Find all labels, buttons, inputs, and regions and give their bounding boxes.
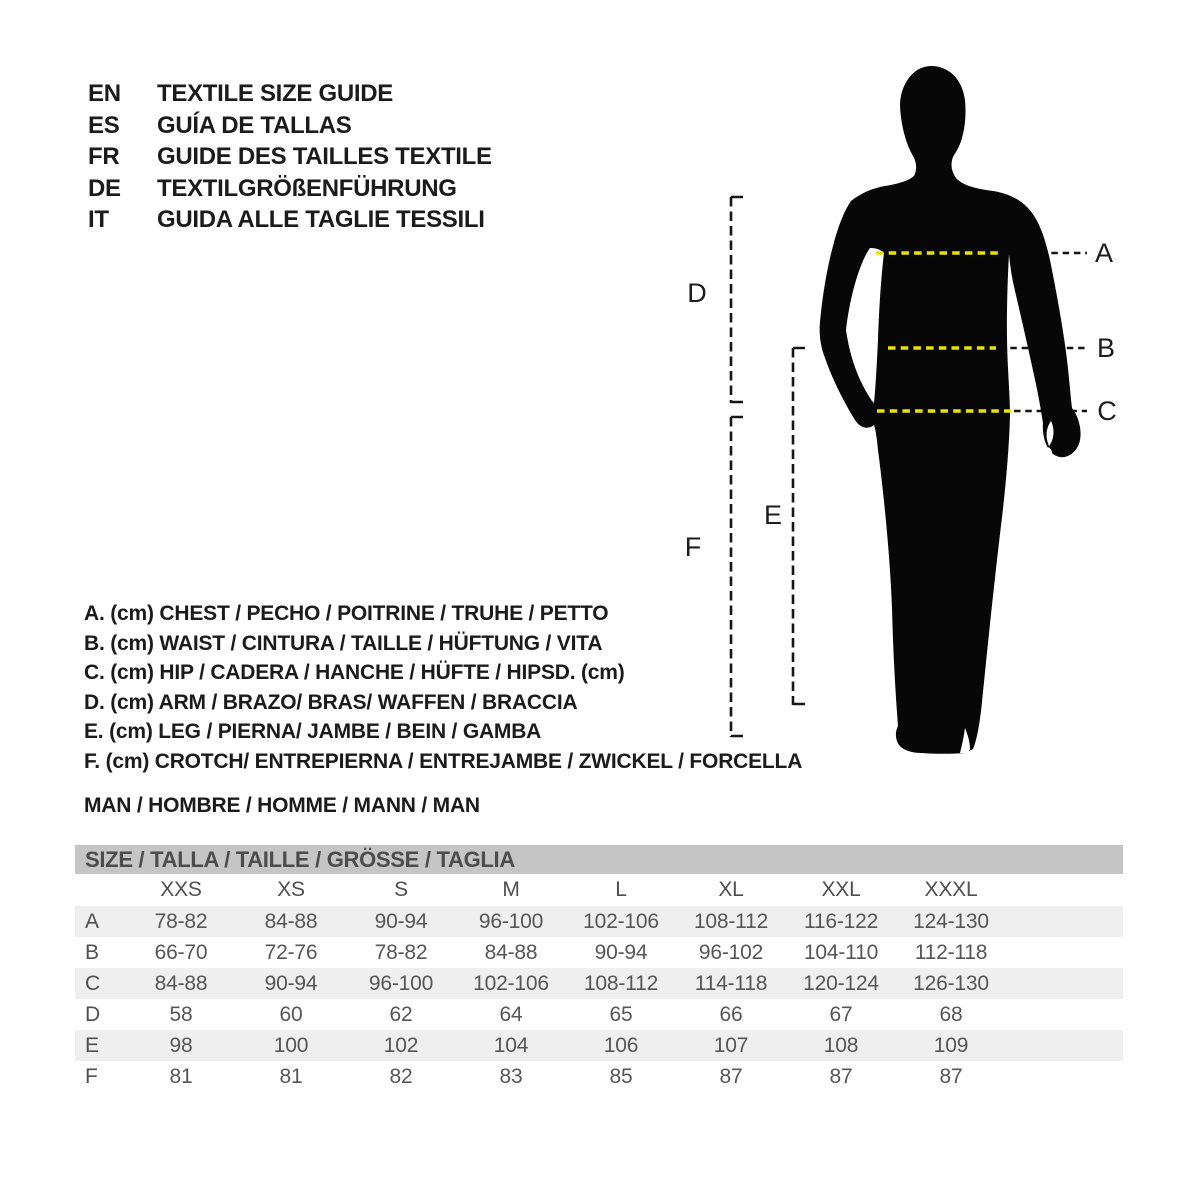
table-caption: SIZE / TALLA / TAILLE / GRÖSSE / TAGLIA [75, 845, 1123, 874]
legend-line-arm: D. (cm) ARM / BRAZO/ BRAS/ WAFFEN / BRACCIA [84, 691, 578, 714]
lang-code: FR [88, 143, 120, 170]
table-cell: 68 [939, 1002, 963, 1026]
table-row-c [75, 968, 1123, 999]
table-cell: 104-110 [803, 940, 879, 964]
title-text: TEXTILE SIZE GUIDE [157, 80, 393, 107]
filler-cell [1006, 1061, 1123, 1092]
lang-code: IT [88, 206, 109, 233]
col-header-m: M [502, 878, 520, 901]
table-cell: 90-94 [594, 940, 648, 964]
table-cell: 90-94 [264, 971, 318, 995]
table-cell: 102-106 [583, 909, 659, 933]
lang-code: ES [88, 112, 120, 139]
table-cell: 83 [499, 1064, 523, 1088]
table-cell: 87 [829, 1064, 853, 1088]
table-row-a [75, 906, 1123, 937]
arm-bracket-ticks [731, 197, 743, 402]
crotch-label: F [684, 532, 702, 562]
table-cell: 102 [383, 1033, 419, 1057]
table-cell: 104 [493, 1033, 529, 1057]
legend-line-waist: B. (cm) WAIST / CINTURA / TAILLE / HÜFTUNG / VITA [84, 632, 603, 655]
title-row-fr [88, 144, 492, 170]
table-header-row [75, 874, 1123, 906]
table-cell: 108-112 [693, 909, 769, 933]
title-row-de [88, 176, 457, 202]
table-cell: 126-130 [913, 971, 989, 995]
table-cell: 114-118 [694, 971, 768, 995]
table-cell: 66-70 [154, 940, 208, 964]
table-cell: 64 [499, 1002, 523, 1026]
leg-bracket-ticks [793, 348, 805, 704]
table-cell: 58 [169, 1002, 193, 1026]
table-cell: 108-112 [583, 971, 659, 995]
table-row-b [75, 937, 1123, 968]
table-cell: 85 [609, 1064, 633, 1088]
table-cell: 112-118 [914, 940, 988, 964]
table-cell: 81 [279, 1064, 303, 1088]
table-cell: 108 [823, 1033, 859, 1057]
filler-cell [1006, 937, 1123, 968]
title-row-it [88, 207, 485, 233]
filler-cell [1006, 906, 1123, 937]
row-label: D [85, 1002, 100, 1026]
filler-cell [1006, 874, 1123, 906]
lang-code: DE [88, 175, 121, 202]
table-cell: 107 [713, 1033, 749, 1057]
legend-line-crotch: F. (cm) CROTCH/ ENTREPIERNA / ENTREJAMBE / ZWICKEL / FORCELLA [84, 750, 803, 773]
table-cell: 84-88 [154, 971, 208, 995]
man-silhouette [820, 66, 1081, 754]
table-cell: 109 [933, 1033, 969, 1057]
table-caption-row [75, 845, 1123, 874]
col-header-xxl: XXL [821, 878, 861, 901]
row-label: E [85, 1033, 99, 1057]
table-cell: 82 [389, 1064, 413, 1088]
row-label: F [85, 1064, 98, 1088]
table-cell: 120-124 [803, 971, 879, 995]
table-cell: 102-106 [473, 971, 549, 995]
filler-cell [1006, 1030, 1123, 1061]
crotch-bracket-ticks [731, 417, 743, 736]
table-cell: 67 [829, 1002, 853, 1026]
title-row-en [88, 81, 393, 107]
filler-cell [1006, 968, 1123, 999]
title-row-es [88, 113, 351, 139]
chest-label: A [1094, 238, 1114, 268]
title-text: GUÍA DE TALLAS [157, 112, 352, 139]
table-cell: 65 [609, 1002, 633, 1026]
table-cell: 84-88 [484, 940, 538, 964]
table-cell: 116-122 [803, 909, 879, 933]
table-cell: 124-130 [913, 909, 989, 933]
col-header-xxxl: XXXL [924, 878, 978, 901]
row-label: A [85, 909, 99, 933]
table-cell: 98 [169, 1033, 193, 1057]
col-header-xxs: XXS [160, 878, 202, 901]
table-cell: 96-100 [478, 909, 544, 933]
table-cell: 78-82 [154, 909, 208, 933]
size-table [75, 845, 1123, 1092]
filler-cell [1006, 999, 1123, 1030]
gender-line: MAN / HOMBRE / HOMME / MANN / MAN [84, 794, 480, 817]
row-label: B [85, 940, 99, 964]
lang-code: EN [88, 80, 121, 107]
legend-line-chest: A. (cm) CHEST / PECHO / POITRINE / TRUHE / PETTO [84, 602, 609, 625]
legend-line-leg: E. (cm) LEG / PIERNA/ JAMBE / BEIN / GAMBA [84, 720, 542, 743]
table-cell: 84-88 [264, 909, 318, 933]
table-cell: 96-102 [698, 940, 764, 964]
table-cell: 66 [719, 1002, 743, 1026]
row-label: C [85, 971, 100, 995]
col-header-l: L [615, 878, 627, 901]
leg-label: E [763, 500, 783, 530]
table-cell: 96-100 [368, 971, 434, 995]
legend-line-hip: C. (cm) HIP / CADERA / HANCHE / HÜFTE / HIPSD. (cm) [84, 661, 625, 684]
arm-label: D [687, 278, 707, 308]
table-row-d [75, 999, 1123, 1030]
table-cell: 78-82 [374, 940, 428, 964]
col-header-xl: XL [718, 878, 744, 901]
table-cell: 87 [719, 1064, 743, 1088]
waist-label: B [1096, 333, 1116, 363]
table-row-e [75, 1030, 1123, 1061]
title-text: GUIDE DES TAILLES TEXTILE [157, 143, 492, 170]
table-cell: 90-94 [374, 909, 428, 933]
table-cell: 81 [169, 1064, 193, 1088]
corner-cell [75, 874, 126, 906]
table-cell: 87 [939, 1064, 963, 1088]
col-header-s: S [394, 878, 408, 901]
table-row-f [75, 1061, 1123, 1092]
title-text: GUIDA ALLE TAGLIE TESSILI [157, 206, 485, 233]
table-cell: 60 [279, 1002, 303, 1026]
table-cell: 72-76 [264, 940, 318, 964]
table-cell: 106 [603, 1033, 639, 1057]
hip-label: C [1097, 396, 1117, 426]
table-cell: 62 [389, 1002, 413, 1026]
table-cell: 100 [273, 1033, 309, 1057]
col-header-xs: XS [277, 878, 305, 901]
title-text: TEXTILGRÖßENFÜHRUNG [157, 175, 457, 202]
